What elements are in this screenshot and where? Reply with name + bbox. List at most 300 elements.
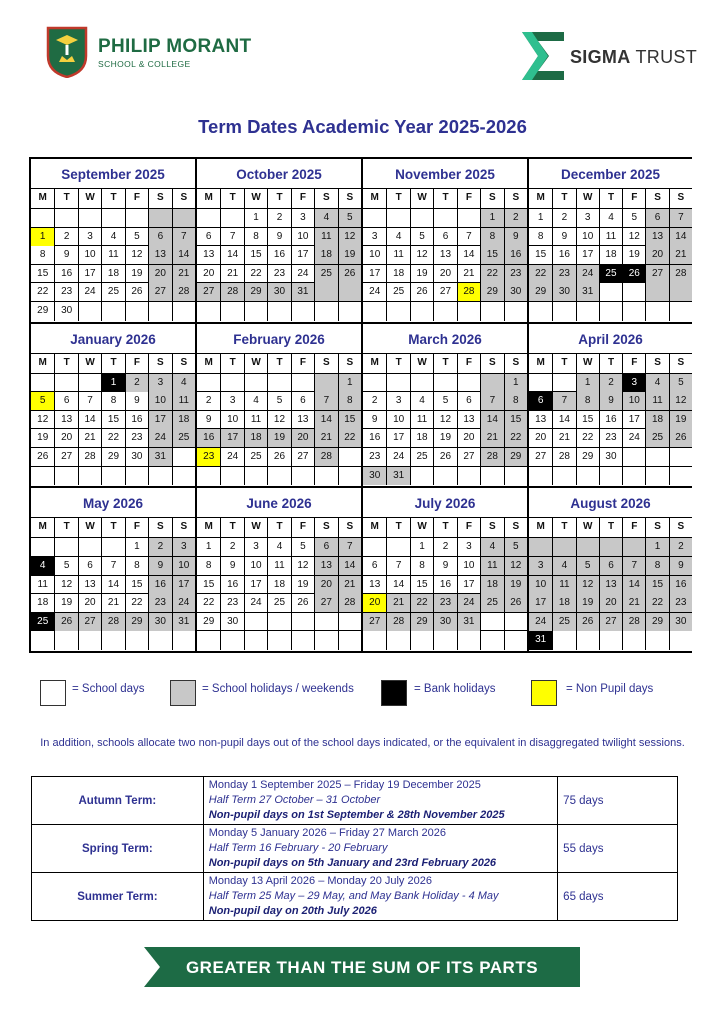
weekday-header: T [433, 354, 456, 373]
weekday-header: M [370, 356, 379, 368]
weekday-header: W [78, 354, 101, 373]
bank-holiday-day-cell: 3 [622, 374, 645, 392]
holiday-day-cell: 8 [576, 392, 599, 410]
month-title: October 2025 [197, 159, 361, 189]
empty-day-cell [457, 302, 480, 321]
weekday-header: S [504, 354, 527, 373]
weekday-header: M [370, 521, 379, 533]
empty-day-cell [363, 374, 386, 392]
term-info [203, 825, 557, 873]
empty-day-cell [433, 631, 456, 650]
school-day-cell: 17 [622, 411, 645, 429]
holiday-day-cell: 6 [148, 228, 171, 246]
weekday-header: W [576, 518, 599, 537]
holiday-day-cell [338, 283, 361, 301]
school-day-cell: 27 [54, 448, 77, 466]
school-day-cell: 19 [37, 432, 49, 444]
weekday-header: M [204, 356, 213, 368]
school-day-cell: 20 [457, 429, 480, 447]
holiday-day-cell: 5 [576, 557, 599, 575]
empty-day-cell [410, 209, 433, 227]
empty-day-cell [480, 302, 503, 321]
school-day-cell: 21 [78, 429, 101, 447]
school-day-cell: 9 [552, 228, 575, 246]
weekday-header: W [410, 518, 433, 537]
school-day-cell: 4 [267, 538, 290, 556]
holiday-day-cell: 7 [480, 392, 503, 410]
school-day-cell: 25 [267, 594, 290, 612]
holiday-day-cell: 13 [645, 228, 668, 246]
week-row [31, 302, 195, 321]
week-row [31, 557, 195, 576]
empty-day-cell [54, 631, 77, 650]
holiday-day-cell: 6 [599, 557, 622, 575]
school-day-cell: 26 [37, 451, 49, 463]
school-day-cell: 15 [576, 411, 599, 429]
empty-day-cell [172, 302, 195, 321]
school-day-cell: 5 [291, 538, 314, 556]
holiday-day-cell: 13 [599, 576, 622, 594]
weekday-header: T [599, 189, 622, 208]
school-day-cell: 11 [410, 411, 433, 429]
weekday-header: T [267, 518, 290, 537]
school-day-cell: 24 [386, 448, 409, 466]
holiday-day-cell: 28 [480, 448, 503, 466]
holiday-day-cell: 2 [504, 209, 527, 227]
school-day-cell: 3 [371, 230, 378, 242]
school-day-cell: 4 [386, 228, 409, 246]
term-day-count: 55 days [558, 825, 678, 873]
term-calendar [29, 157, 692, 653]
empty-day-cell [220, 209, 243, 227]
week-row [31, 265, 195, 284]
school-day-cell: 7 [457, 228, 480, 246]
week-row [363, 246, 527, 265]
holiday-day-cell: 17 [148, 411, 171, 429]
weekday-header: S [148, 518, 171, 537]
holiday-day-cell: 7 [552, 392, 575, 410]
weekday-header: T [552, 354, 575, 373]
school-day-cell: 12 [125, 246, 148, 264]
empty-day-cell [78, 374, 101, 392]
school-day-cell: 24 [78, 283, 101, 301]
holiday-day-cell: 8 [645, 557, 668, 575]
weekday-header: S [172, 354, 195, 373]
holiday-day-cell [314, 374, 337, 392]
empty-day-cell [576, 302, 599, 321]
month-block [197, 159, 361, 322]
holiday-day-cell: 25 [645, 429, 668, 447]
weekday-header: T [552, 189, 575, 208]
weekday-header-row [529, 518, 692, 538]
weekday-header: T [54, 189, 77, 208]
school-day-cell: 24 [622, 429, 645, 447]
month-title: September 2025 [31, 159, 195, 189]
holiday-day-cell: 21 [480, 429, 503, 447]
week-row [363, 429, 527, 448]
week-row [197, 246, 361, 265]
term-row [32, 777, 678, 825]
empty-day-cell [457, 209, 480, 227]
week-row [31, 209, 195, 228]
holiday-day-cell: 17 [529, 594, 552, 612]
school-day-cell: 27 [457, 448, 480, 466]
weekday-header: S [669, 518, 692, 537]
empty-day-cell [220, 467, 243, 486]
holiday-day-cell: 9 [504, 228, 527, 246]
holiday-day-cell: 24 [148, 429, 171, 447]
empty-day-cell [314, 613, 337, 631]
holiday-day-cell: 7 [314, 392, 337, 410]
school-day-cell: 22 [101, 429, 124, 447]
school-day-cell: 26 [291, 594, 314, 612]
school-day-cell: 3 [457, 538, 480, 556]
term-name: Summer Term: [32, 873, 204, 921]
holiday-day-cell: 14 [172, 246, 195, 264]
school-day-cell: 15 [244, 246, 267, 264]
empty-day-cell [645, 467, 668, 486]
holiday-day-cell [314, 283, 337, 301]
holiday-day-cell: 7 [338, 538, 361, 556]
week-row [529, 265, 692, 284]
empty-day-cell [338, 631, 361, 650]
week-row [363, 467, 527, 486]
school-day-cell: 16 [599, 411, 622, 429]
holiday-day-cell: 27 [78, 613, 101, 631]
holiday-day-cell: 16 [504, 246, 527, 264]
sigma-trust-logo [522, 32, 697, 82]
week-row [529, 538, 692, 557]
school-day-cell: 11 [267, 557, 290, 575]
weekday-header: T [220, 189, 243, 208]
holiday-day-cell [529, 538, 552, 556]
school-day-cell: 4 [410, 392, 433, 410]
week-row [197, 576, 361, 595]
week-row [363, 557, 527, 576]
school-day-cell: 15 [535, 249, 547, 261]
holiday-day-cell: 22 [645, 594, 668, 612]
bank-holiday-day-cell: 1 [101, 374, 124, 392]
school-day-cell: 23 [369, 451, 381, 463]
empty-day-cell [267, 467, 290, 486]
holiday-day-cell: 2 [125, 374, 148, 392]
weekday-header-row [197, 189, 361, 209]
week-row [197, 613, 361, 632]
holiday-day-cell: 15 [480, 246, 503, 264]
school-day-cell: 18 [599, 246, 622, 264]
week-row [529, 557, 692, 576]
week-row [31, 631, 195, 650]
weekday-header: F [125, 189, 148, 208]
school-day-cell: 18 [386, 265, 409, 283]
week-row [31, 613, 195, 632]
week-row [363, 374, 527, 393]
week-row [197, 429, 361, 448]
empty-day-cell [669, 467, 692, 486]
holiday-day-cell: 30 [363, 467, 386, 486]
weekday-header: F [622, 189, 645, 208]
empty-day-cell [197, 209, 220, 227]
month-block [31, 488, 195, 651]
school-day-cell: 7 [386, 557, 409, 575]
week-row [529, 411, 692, 430]
school-day-cell: 14 [552, 411, 575, 429]
holiday-day-cell: 31 [291, 283, 314, 301]
holiday-day-cell: 22 [338, 429, 361, 447]
empty-day-cell [291, 613, 314, 631]
week-row [363, 411, 527, 430]
holiday-day-cell [576, 538, 599, 556]
empty-day-cell [529, 374, 552, 392]
school-day-cell: 21 [101, 594, 124, 612]
week-row [197, 209, 361, 228]
holiday-day-cell: 15 [504, 411, 527, 429]
month-title: August 2026 [529, 488, 692, 518]
legend-school-days-swatch [40, 680, 66, 706]
weekday-header: T [552, 518, 575, 537]
empty-day-cell [197, 467, 220, 486]
holiday-day-cell: 24 [457, 594, 480, 612]
week-row [31, 246, 195, 265]
holiday-day-cell: 23 [552, 265, 575, 283]
empty-day-cell [480, 467, 503, 486]
month-title: May 2026 [31, 488, 195, 518]
non-pupil-day-cell: 20 [363, 594, 386, 612]
empty-day-cell [291, 467, 314, 486]
school-day-cell: 16 [369, 432, 381, 444]
empty-day-cell [576, 631, 599, 650]
weekday-header: M [38, 356, 47, 368]
holiday-day-cell [480, 374, 503, 392]
holiday-day-cell: 26 [669, 429, 692, 447]
school-day-cell: 28 [552, 448, 575, 466]
holiday-day-cell: 29 [244, 283, 267, 301]
empty-day-cell [552, 374, 575, 392]
school-day-cell: 17 [369, 267, 381, 279]
school-day-cell: 5 [622, 209, 645, 227]
school-day-cell: 18 [267, 576, 290, 594]
school-day-cell: 26 [410, 283, 433, 301]
month-title: January 2026 [31, 324, 195, 354]
school-day-cell: 12 [410, 246, 433, 264]
school-day-cell: 1 [244, 209, 267, 227]
school-day-cell: 7 [78, 392, 101, 410]
holiday-day-cell: 24 [576, 265, 599, 283]
holiday-day-cell: 1 [576, 374, 599, 392]
week-row [197, 631, 361, 650]
week-row [197, 302, 361, 321]
month-block [31, 324, 195, 487]
empty-day-cell [148, 302, 171, 321]
weekday-header-row [197, 518, 361, 538]
slogan-text: GREATER THAN THE SUM OF ITS PARTS [185, 958, 539, 977]
weekday-header-row [197, 354, 361, 374]
weekday-header: T [101, 518, 124, 537]
school-day-cell: 14 [220, 246, 243, 264]
week-row [363, 265, 527, 284]
week-row [31, 448, 195, 467]
school-crest-icon [46, 26, 88, 78]
school-day-cell: 17 [457, 576, 480, 594]
school-day-cell: 29 [37, 304, 49, 316]
holiday-day-cell: 10 [622, 392, 645, 410]
holiday-day-cell: 16 [669, 576, 692, 594]
empty-day-cell [622, 302, 645, 321]
holiday-day-cell: 3 [529, 557, 552, 575]
school-day-cell: 5 [433, 392, 456, 410]
empty-day-cell [78, 302, 101, 321]
empty-day-cell [101, 538, 124, 556]
empty-day-cell [314, 302, 337, 321]
weekday-header: F [125, 518, 148, 537]
school-day-cell: 2 [54, 228, 77, 246]
holiday-day-cell: 12 [669, 392, 692, 410]
holiday-day-cell: 18 [480, 576, 503, 594]
holiday-day-cell: 18 [552, 594, 575, 612]
school-day-cell: 8 [244, 228, 267, 246]
holiday-day-cell [552, 538, 575, 556]
school-day-cell: 18 [101, 265, 124, 283]
empty-day-cell [480, 631, 503, 650]
school-day-cell: 20 [78, 594, 101, 612]
week-row [529, 392, 692, 411]
empty-day-cell [669, 302, 692, 321]
empty-day-cell [338, 302, 361, 321]
term-non-pupil-days: Non-pupil day on 20th July 2026 [208, 905, 377, 917]
holiday-day-cell: 28 [338, 594, 361, 612]
empty-day-cell [291, 374, 314, 392]
empty-day-cell [267, 302, 290, 321]
month-title: July 2026 [363, 488, 527, 518]
holiday-day-cell: 19 [576, 594, 599, 612]
non-pupil-day-cell: 23 [197, 448, 220, 466]
holiday-day-cell: 1 [645, 538, 668, 556]
empty-day-cell [31, 631, 54, 650]
empty-day-cell [645, 302, 668, 321]
holiday-day-cell: 4 [172, 374, 195, 392]
school-day-cell: 16 [552, 246, 575, 264]
weekday-header: W [576, 354, 599, 373]
weekday-header: T [386, 518, 409, 537]
school-day-cell: 29 [203, 615, 215, 627]
school-day-cell: 22 [244, 265, 267, 283]
weekday-header: S [338, 189, 361, 208]
school-day-cell: 30 [125, 448, 148, 466]
week-row [197, 283, 361, 302]
school-day-cell: 8 [537, 230, 544, 242]
weekday-header-row [529, 354, 692, 374]
holiday-day-cell: 27 [645, 265, 668, 283]
empty-day-cell [338, 613, 361, 631]
empty-day-cell [386, 209, 409, 227]
school-day-cell: 5 [54, 557, 77, 575]
school-day-cell: 17 [244, 576, 267, 594]
non-pupil-note: In addition, schools allocate two non-pupil days out of the school days indicated, or the equivalent in disaggregated twilight sessions. [40, 737, 685, 749]
school-day-cell: 12 [267, 411, 290, 429]
week-row [197, 538, 361, 557]
school-day-cell: 7 [220, 228, 243, 246]
empty-day-cell [220, 302, 243, 321]
term-half-term: Half Term 27 October – 31 October [208, 794, 381, 806]
holiday-day-cell: 28 [101, 613, 124, 631]
school-day-cell: 12 [622, 228, 645, 246]
holiday-day-cell: 21 [669, 246, 692, 264]
empty-day-cell [504, 631, 527, 650]
empty-day-cell [338, 448, 361, 466]
empty-day-cell [291, 631, 314, 650]
bank-holiday-day-cell: 31 [529, 631, 552, 650]
holiday-day-cell: 27 [363, 613, 386, 631]
empty-day-cell [363, 631, 386, 650]
legend-holidays-label: = School holidays / weekends [202, 683, 354, 695]
school-day-cell: 8 [101, 392, 124, 410]
weekday-header: S [504, 518, 527, 537]
week-row [31, 576, 195, 595]
term-name: Autumn Term: [32, 777, 204, 825]
empty-day-cell [101, 631, 124, 650]
holiday-day-cell: 21 [314, 429, 337, 447]
holiday-day-cell [622, 538, 645, 556]
empty-day-cell [54, 374, 77, 392]
holiday-day-cell: 30 [504, 283, 527, 301]
weekday-header: T [101, 189, 124, 208]
holiday-day-cell: 5 [669, 374, 692, 392]
holiday-day-cell: 15 [338, 411, 361, 429]
holiday-day-cell: 6 [645, 209, 668, 227]
holiday-day-cell: 18 [172, 411, 195, 429]
holiday-day-cell: 12 [504, 557, 527, 575]
weekday-header: T [599, 354, 622, 373]
term-dates: Monday 13 April 2026 – Monday 20 July 2026 [208, 875, 432, 887]
week-row [31, 228, 195, 247]
page-title: Term Dates Academic Year 2025-2026 [198, 116, 527, 137]
week-row [197, 448, 361, 467]
holiday-day-cell: 11 [552, 576, 575, 594]
school-day-cell: 11 [244, 411, 267, 429]
school-day-cell: 6 [54, 392, 77, 410]
holiday-day-cell: 24 [529, 613, 552, 631]
holiday-day-cell: 27 [197, 283, 220, 301]
weekday-header: M [536, 356, 545, 368]
holiday-day-cell: 18 [244, 429, 267, 447]
month-block [363, 488, 527, 651]
holiday-day-cell: 14 [622, 576, 645, 594]
month-block [197, 324, 361, 487]
holiday-day-cell: 10 [529, 576, 552, 594]
weekday-header: T [433, 518, 456, 537]
school-day-cell: 10 [291, 228, 314, 246]
weekday-header: S [338, 518, 361, 537]
school-day-cell: 25 [386, 283, 409, 301]
school-day-cell: 12 [54, 576, 77, 594]
empty-day-cell [410, 302, 433, 321]
holiday-day-cell: 21 [338, 576, 361, 594]
school-day-cell: 23 [220, 594, 243, 612]
holiday-day-cell: 26 [338, 265, 361, 283]
school-day-cell: 17 [386, 429, 409, 447]
school-day-cell: 13 [369, 578, 381, 590]
school-day-cell: 8 [125, 557, 148, 575]
holiday-day-cell: 3 [172, 538, 195, 556]
holiday-day-cell: 23 [669, 594, 692, 612]
school-day-cell: 11 [386, 246, 409, 264]
holiday-day-cell: 4 [645, 374, 668, 392]
empty-day-cell [433, 374, 456, 392]
holiday-day-cell: 15 [645, 576, 668, 594]
school-day-cell: 9 [125, 392, 148, 410]
holiday-day-cell: 7 [172, 228, 195, 246]
school-day-cell: 3 [78, 228, 101, 246]
